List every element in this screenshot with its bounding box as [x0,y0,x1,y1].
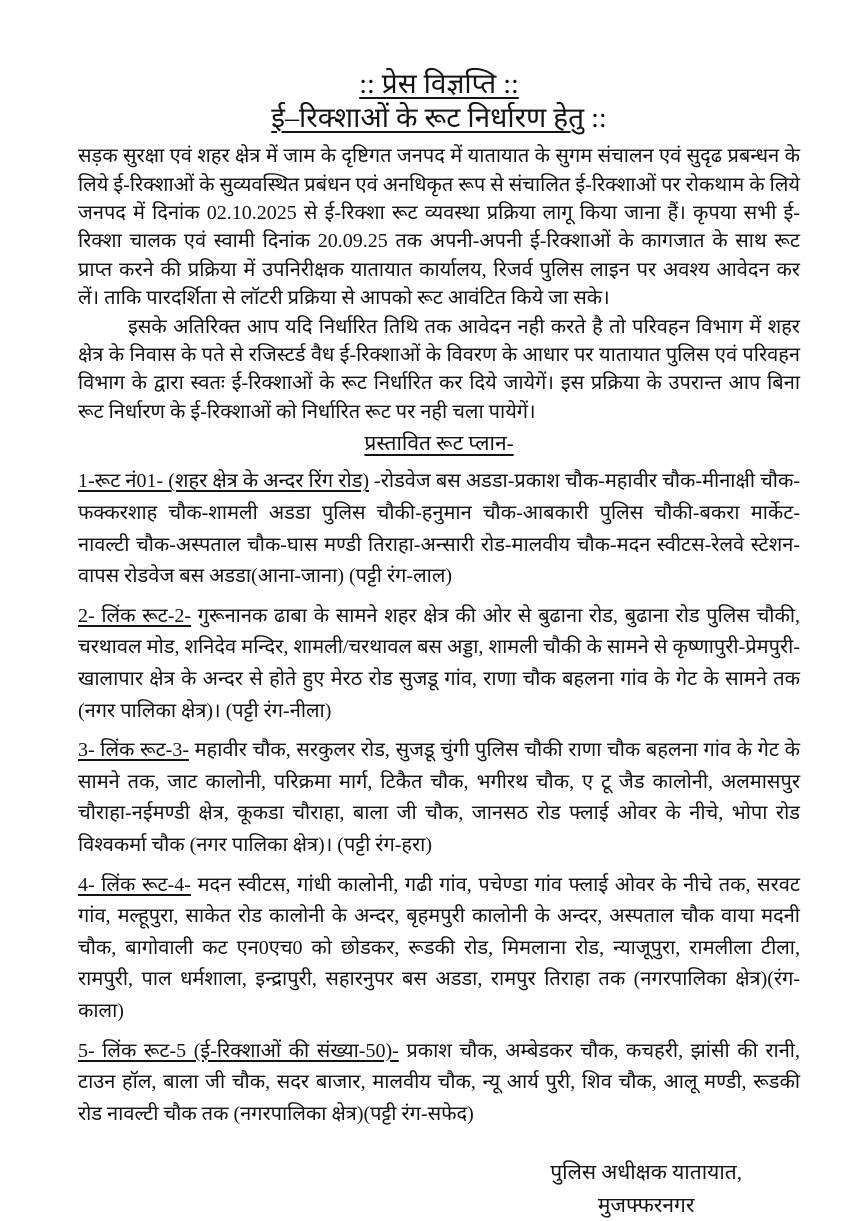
section-heading-text: प्रस्तावित रूट प्लान- [364,431,514,456]
intro-paragraph-2: इसके अतिरिक्त आप यदि निर्धारित तिथि तक आवेदन नही करते है तो परिवहन विभाग में शहर क्षेत्र के निवास के पते से रजिस्टर्ड वैध ई-रिक्शाओं के विवरण के आधार पर यातायात पुलिस एवं परिवहन विभाग के द्वारा स्वतः ई-रिक्शाओं के रूट निर्धारित कर दिये जायेगें। इस प्रक्रिया के उपरान्त आप बिना रूट निर्धारण के ई-रिक्शाओं को निर्धारित रूट पर नही चला पायेगें। [78,315,800,423]
route-2-body: गुरूनानक ढाबा के सामने शहर क्षेत्र की ओर से बुढाना रोड, बुढाना रोड पुलिस चौकी, चरथावल मोड, शनिदेव मन्दिर, शामली/चरथावल बस अड्डा, शामली चौकी के सामने से कृष्णापुरी-प्रेमपुरी-खालापार क्षेत्र के अन्दर से होते हुए मेरठ रोड सुजडू गांव, राणा चौक बहलना गांव के गेट के सामने तक (नगर पालिका क्षेत्र)। (पट्टी रंग-नीला) [78,604,800,722]
intro-paragraph-1: सड़क सुरक्षा एवं शहर क्षेत्र में जाम के दृष्टिगत जनपद में यातायात के सुगम संचालन एवं सुदृढ प्रबन्धन के लिये ई-रिक्शाओं के सुव्यवस्थित प्रबंधन एवं अनधिकृत रूप से संचालित ई-रिक्शाओं पर रोकथाम के लिये जनपद में दिनांक 02.10.2025 से ई-रिक्शा रूट व्यवस्था प्रक्रिया लागू किया जाना हैं। कृपया सभी ई-रिक्शा चालक एवं स्वामी दिनांक 20.09.25 तक अपनी-अपनी ई-रिक्शाओं के कागजात के साथ रूट प्राप्त करने की प्रक्रिया में उपनिरीक्षक यातायात कार्यालय, रिजर्व पुलिस लाइन पर अवश्य आवेदन कर लें। ताकि पारदर्शिता से लॉटरी प्रक्रिया से आपको रूट आवंटित किये जा सके। [78,145,800,310]
document-title [78,68,800,135]
title-line-2 [78,102,800,136]
route-2-heading: 2- लिंक रूट-2- [78,604,192,627]
signature-designation: पुलिस अधीक्षक यातायात, [550,1160,742,1185]
route-item-1 [78,466,800,592]
document-content [78,68,800,1221]
route-3-heading: 3- लिंक रूट-3- [78,739,189,762]
route-4-heading: 4- लिंक रूट-4- [78,873,191,896]
section-heading [78,429,800,458]
title-line-1-text: :: प्रेस विज्ञप्ति :: [359,69,519,100]
route-3-body: महावीर चौक, सरकुलर रोड, सुजडू चुंगी पुलिस चौकी राणा चौक बहलना गांव के गेट के सामने तक, जाट कालोनी, परिक्रमा मार्ग, टिकैत चौक, भगीरथ चौक, ए टू जैड कालोनी, अलमासपुर चौराहा-नईमण्डी क्षेत्र, कूकडा चौराहा, बाला जी चौक, जानसठ रोड फ्लाई ओवर के नीचे, भोपा रोड विश्वकर्मा चौक (नगर पालिका क्षेत्र)। (पट्टी रंग-हरा) [78,739,800,857]
route-item-2 [78,601,800,727]
title-line-1 [78,68,800,102]
route-item-4 [78,870,800,1028]
signature-location: मुजफ्फरनगर [597,1192,695,1217]
signature-area [78,1156,800,1221]
route-5-body: प्रकाश चौक, अम्बेडकर चौक, कचहरी, झांसी की रानी, टाउन हॉल, बाला जी चौक, सदर बाजार, मालवीय चौक, न्यू आर्य पुरी, शिव चौक, आलू मण्डी, रूडकी रोड नावल्टी चौक तक (नगरपालिका क्षेत्र)(पट्टी रंग-सफेद) [78,1039,800,1125]
route-5-heading: 5- लिंक रूट-5 (ई-रिक्शाओं की संख्या-50)- [78,1039,399,1062]
route-item-3 [78,735,800,861]
route-1-heading: 1-रूट नं01- (शहर क्षेत्र के अन्दर रिंग रोड) [78,470,369,493]
signature-block [550,1156,742,1221]
route-item-5 [78,1036,800,1131]
route-1-body: -रोडवेज बस अडडा-प्रकाश चौक-महावीर चौक-मीनाक्षी चौक-फक्करशाह चौक-शामली अडडा पुलिस चौकी-हनुमान चौक-आबकारी पुलिस चौकी-बकरा मार्केट-नावल्टी चौक-अस्पताल चौक-घास मण्डी तिराहा-अन्सारी रोड-मालवीय चौक-मदन स्वीटस-रेलवे स्टेशन-वापस रोडवेज बस अडडा(आना-जाना) (पट्टी रंग-लाल) [78,470,800,588]
route-4-body: मदन स्वीटस, गांधी कालोनी, गढी गांव, पचेण्डा गांव फ्लाई ओवर के नीचे तक, सरवट गांव, मल्हूपुरा, साकेत रोड कालोनी के अन्दर, बृहमपुरी कालोनी के अन्दर, अस्पताल चौक वाया मदनी चौक, बागोवाली कट एन0एच0 को छोडकर, रूडकी रोड, मिमलाना रोड, न्याजूपुरा, रामलीला टीला, रामपुरी, पाल धर्मशाला, इन्द्रापुरी, सहारनुपर बस अडडा, रामपुर तिराहा तक (नगरपालिका क्षेत्र)(रंग-काला) [78,873,801,1022]
title-line-2-suffix: :: [584,102,607,134]
title-line-2-text: ई–रिक्शाओं के रूट निर्धारण हेतु [271,102,585,134]
